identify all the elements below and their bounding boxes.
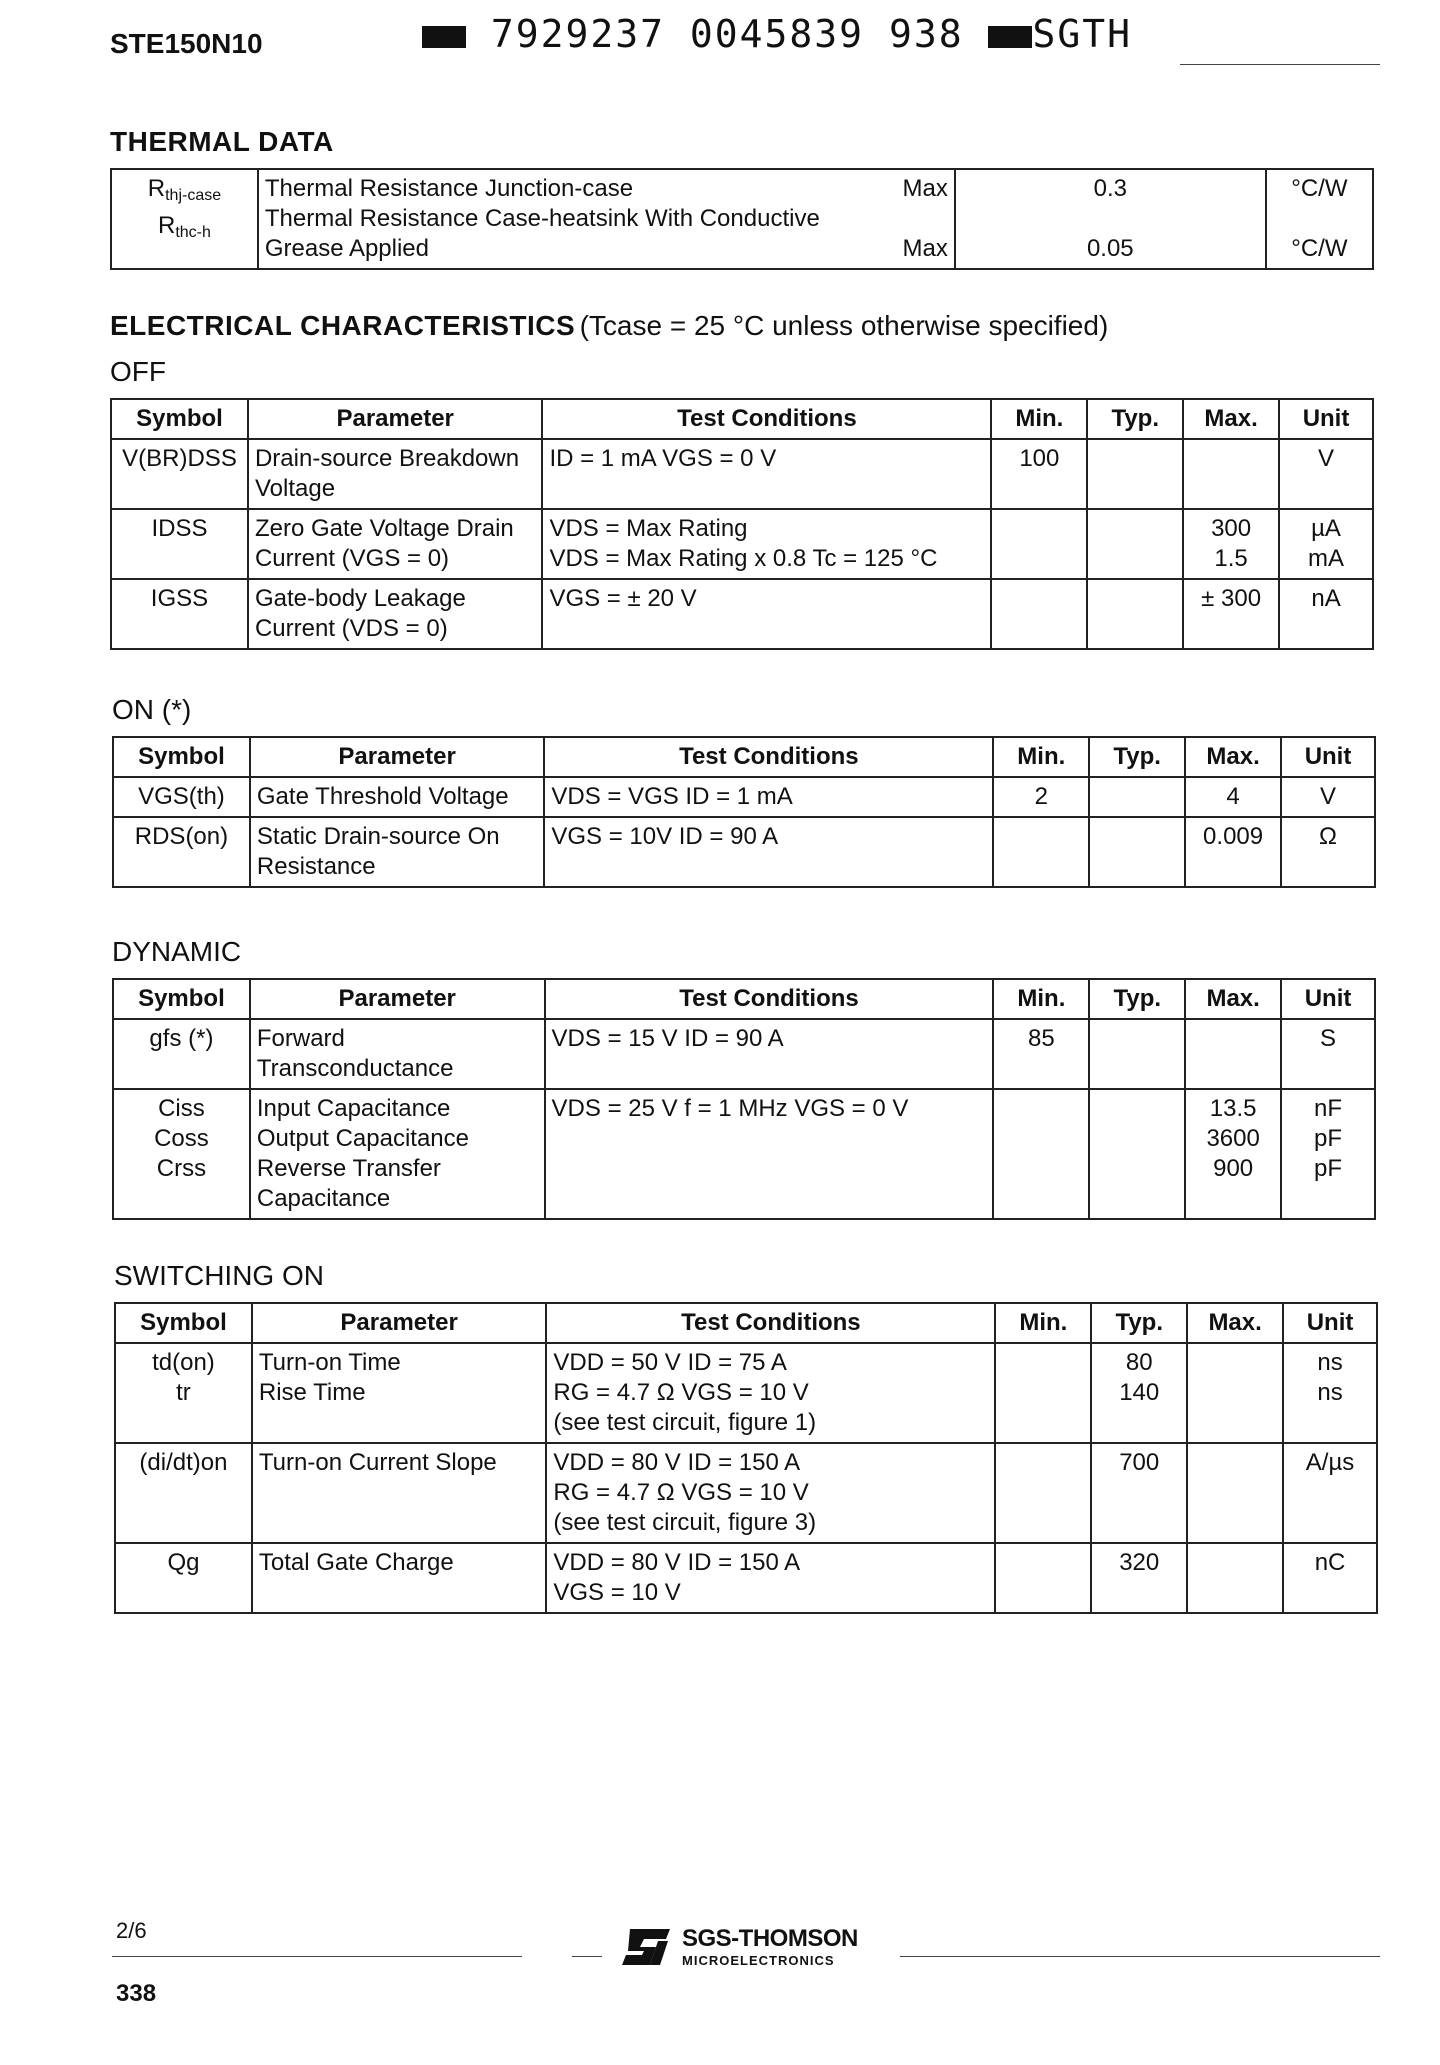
col-unit: Unit — [1281, 979, 1375, 1019]
unit-cell: Ω — [1281, 817, 1375, 887]
division-name: MICROELECTRONICS — [682, 1953, 835, 1968]
table-row — [111, 169, 1373, 269]
st-logo-icon — [620, 1927, 672, 1967]
min-cell — [991, 509, 1087, 579]
unit-cell: V — [1281, 777, 1375, 817]
typ-cell — [1087, 439, 1183, 509]
max-cell — [1183, 439, 1279, 509]
dynamic-title: DYNAMIC — [112, 936, 242, 967]
header-row — [111, 399, 1373, 439]
col-min: Min. — [995, 1303, 1091, 1343]
value-text: 0.05 — [1086, 235, 1134, 262]
table-row — [115, 1343, 1377, 1443]
electrical-heading — [110, 310, 1108, 342]
switching-on-table — [114, 1302, 1378, 1614]
max-cell: 300 1.5 — [1183, 509, 1279, 579]
col-parameter: Parameter — [250, 979, 545, 1019]
parameter-cell: Turn-on Time Rise Time — [252, 1343, 546, 1443]
off-table — [110, 398, 1374, 650]
parameter-cell: Static Drain-source On Resistance — [250, 817, 544, 887]
test-cell: VDS = 15 V ID = 90 A — [545, 1019, 994, 1089]
unit-cell: ns ns — [1283, 1343, 1377, 1443]
col-parameter: Parameter — [252, 1303, 546, 1343]
test-cell: VDD = 50 V ID = 75 A RG = 4.7 Ω VGS = 10 V (see test circuit, figure 1) — [546, 1343, 995, 1443]
symbol-cell: Qg — [115, 1543, 252, 1613]
symbol-cell: gfs (*) — [113, 1019, 250, 1089]
typ-cell: 80 140 — [1091, 1343, 1187, 1443]
unit-cell: V — [1279, 439, 1373, 509]
table-row — [113, 1019, 1375, 1089]
unit-cell: nF pF pF — [1281, 1089, 1375, 1219]
footer-rule-right — [900, 1956, 1380, 1957]
typ-cell — [1089, 777, 1185, 817]
parameter-cell: Gate Threshold Voltage — [250, 777, 544, 817]
unit-cell: nA — [1279, 579, 1373, 649]
col-typ: Typ. — [1089, 737, 1185, 777]
col-symbol: Symbol — [111, 399, 248, 439]
max-cell: 4 — [1185, 777, 1281, 817]
barcode-block-icon — [422, 26, 466, 48]
typ-cell — [1089, 1019, 1185, 1089]
limit-text: Max — [902, 175, 948, 202]
symbol-cell: RDS(on) — [113, 817, 250, 887]
symbol-rthj-case: $R_{thj-case}$ — [147, 175, 222, 204]
unit-cell — [1266, 169, 1373, 269]
parameter-cell: Turn-on Current Slope — [252, 1443, 546, 1543]
unit-text: °C/W — [1291, 175, 1348, 202]
barcode-block-icon — [988, 26, 1032, 48]
parameter-cell: Drain-source Breakdown Voltage — [248, 439, 542, 509]
min-cell — [995, 1543, 1091, 1613]
symbol-cell: td(on) tr — [115, 1343, 252, 1443]
table-row — [113, 817, 1375, 887]
symbol-cell: Ciss Coss Crss — [113, 1089, 250, 1219]
min-cell — [995, 1343, 1091, 1443]
unit-cell: S — [1281, 1019, 1375, 1089]
unit-text: °C/W — [1291, 235, 1348, 262]
min-cell: 100 — [991, 439, 1087, 509]
parameter-cell: Zero Gate Voltage Drain Current (VGS = 0) — [248, 509, 542, 579]
col-typ: Typ. — [1091, 1303, 1187, 1343]
on-table — [112, 736, 1376, 888]
typ-cell — [1089, 817, 1185, 887]
dynamic-table — [112, 978, 1376, 1220]
max-cell — [1185, 1019, 1281, 1089]
col-typ: Typ. — [1089, 979, 1185, 1019]
footer-rule-short — [572, 1956, 602, 1957]
company-name: SGS-THOMSON — [682, 1925, 858, 1952]
col-max: Max. — [1183, 399, 1279, 439]
symbol-cell: IDSS — [111, 509, 248, 579]
value-text: 0.3 — [1093, 175, 1127, 202]
col-test: Test Conditions — [542, 399, 991, 439]
test-cell: VGS = ± 20 V — [542, 579, 991, 649]
off-title: OFF — [110, 356, 166, 387]
parameter-cell — [258, 169, 955, 269]
electrical-title: ELECTRICAL CHARACTERISTICS — [110, 310, 576, 341]
test-cell: VDD = 80 V ID = 150 A VGS = 10 V — [546, 1543, 995, 1613]
switching-on-title: SWITCHING ON — [114, 1260, 324, 1291]
col-test: Test Conditions — [545, 979, 994, 1019]
test-cell: VDD = 80 V ID = 150 A RG = 4.7 Ω VGS = 10 V (see test circuit, figure 3) — [546, 1443, 995, 1543]
parameter-cell: Input Capacitance Output Capacitance Reverse Transfer Capacitance — [250, 1089, 545, 1219]
header-row — [115, 1303, 1377, 1343]
limit-text: Max — [902, 235, 948, 262]
unit-cell: A/µs — [1283, 1443, 1377, 1543]
typ-cell — [1087, 509, 1183, 579]
parameter-cell: Total Gate Charge — [252, 1543, 546, 1613]
col-test: Test Conditions — [544, 737, 993, 777]
col-symbol: Symbol — [115, 1303, 252, 1343]
symbol-cell: VGS(th) — [113, 777, 250, 817]
typ-cell — [1087, 579, 1183, 649]
col-min: Min. — [993, 979, 1089, 1019]
max-cell: ± 300 — [1183, 579, 1279, 649]
col-unit: Unit — [1279, 399, 1373, 439]
typ-cell: 700 — [1091, 1443, 1187, 1543]
typ-cell: 320 — [1091, 1543, 1187, 1613]
table-row — [113, 777, 1375, 817]
header-row — [113, 737, 1375, 777]
unit-cell: nC — [1283, 1543, 1377, 1613]
col-typ: Typ. — [1087, 399, 1183, 439]
symbol-cell: V(BR)DSS — [111, 439, 248, 509]
electrical-condition: (Tcase = 25 °C unless otherwise specified) — [579, 310, 1109, 341]
test-cell: VDS = VGS ID = 1 mA — [544, 777, 993, 817]
on-title: ON (*) — [112, 694, 192, 725]
company-logo — [620, 1925, 858, 1968]
parameter-cell: Forward Transconductance — [250, 1019, 545, 1089]
symbol-cell: IGSS — [111, 579, 248, 649]
header-rule — [1180, 64, 1380, 65]
col-unit: Unit — [1281, 737, 1375, 777]
table-row — [111, 509, 1373, 579]
header-row — [113, 979, 1375, 1019]
min-cell: 85 — [993, 1019, 1089, 1089]
min-cell — [993, 817, 1089, 887]
footer-rule-left — [112, 1956, 522, 1957]
typ-cell — [1089, 1089, 1185, 1219]
parameter-cell: Gate-body Leakage Current (VDS = 0) — [248, 579, 542, 649]
barcode-text: 7929237 0045839 938 — [490, 12, 964, 56]
test-cell: VGS = 10V ID = 90 A — [544, 817, 993, 887]
value-cell — [955, 169, 1266, 269]
page-number: 338 — [116, 1980, 157, 2007]
max-cell — [1187, 1343, 1283, 1443]
min-cell — [991, 579, 1087, 649]
symbol-cell: (di/dt)on — [115, 1443, 252, 1543]
table-row — [111, 579, 1373, 649]
col-min: Min. — [993, 737, 1089, 777]
max-cell: 13.5 3600 900 — [1185, 1089, 1281, 1219]
table-row — [111, 439, 1373, 509]
col-unit: Unit — [1283, 1303, 1377, 1343]
brand-code: SGTH — [1032, 12, 1132, 56]
col-symbol: Symbol — [113, 979, 250, 1019]
page-indicator: 2/6 — [116, 1918, 147, 1943]
col-max: Max. — [1185, 737, 1281, 777]
min-cell: 2 — [993, 777, 1089, 817]
max-cell — [1187, 1443, 1283, 1543]
table-row — [115, 1543, 1377, 1613]
symbol-cell — [111, 169, 258, 269]
test-cell: VDS = 25 V f = 1 MHz VGS = 0 V — [545, 1089, 994, 1219]
max-cell — [1187, 1543, 1283, 1613]
col-test: Test Conditions — [546, 1303, 995, 1343]
table-row — [113, 1089, 1375, 1219]
thermal-title: THERMAL DATA — [110, 126, 334, 157]
col-min: Min. — [991, 399, 1087, 439]
table-row — [115, 1443, 1377, 1543]
col-max: Max. — [1185, 979, 1281, 1019]
col-symbol: Symbol — [113, 737, 250, 777]
symbol-rthc-h: $R_{thc-h}$ — [157, 212, 211, 241]
param-text: Thermal Resistance Junction-case — [264, 175, 634, 202]
col-parameter: Parameter — [248, 399, 542, 439]
col-max: Max. — [1187, 1303, 1283, 1343]
max-cell: 0.009 — [1185, 817, 1281, 887]
param-text: Thermal Resistance Case-heatsink With Conductive Grease Applied — [264, 205, 820, 262]
test-cell: VDS = Max Rating VDS = Max Rating x 0.8 Tc = 125 °C — [542, 509, 991, 579]
col-parameter: Parameter — [250, 737, 544, 777]
unit-cell: µA mA — [1279, 509, 1373, 579]
min-cell — [995, 1443, 1091, 1543]
barcode-line — [422, 12, 1132, 56]
part-number: STE150N10 — [110, 28, 263, 59]
min-cell — [993, 1089, 1089, 1219]
test-cell: ID = 1 mA VGS = 0 V — [542, 439, 991, 509]
thermal-table — [110, 168, 1374, 270]
